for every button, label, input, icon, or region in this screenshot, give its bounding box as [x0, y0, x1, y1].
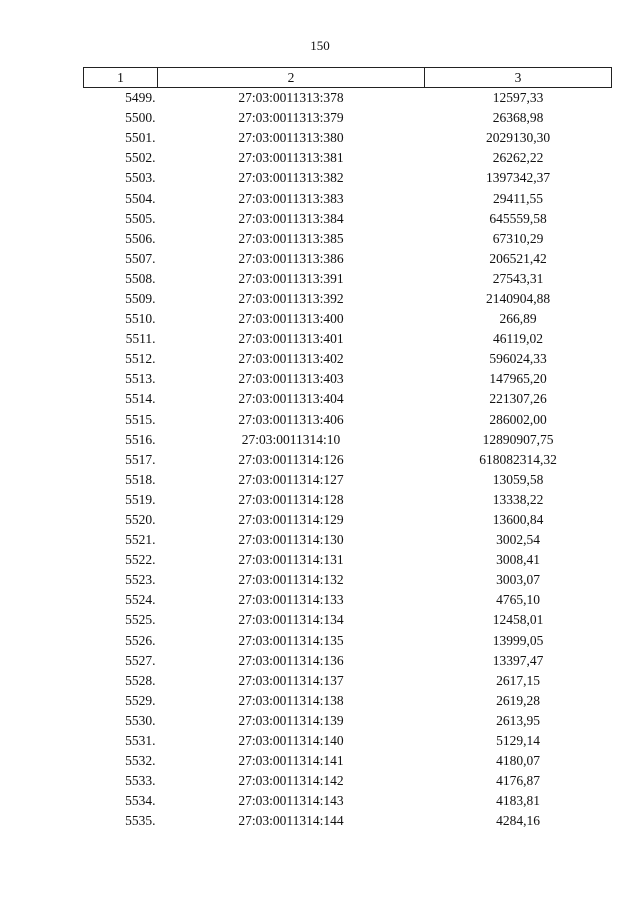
table-row: [84, 671, 612, 691]
value: 596024,33: [489, 351, 547, 367]
row-number: 5510.: [125, 311, 156, 327]
row-number: 5517.: [125, 451, 156, 467]
table-row: [84, 490, 612, 510]
row-number: 5511.: [125, 331, 156, 347]
value: 266,89: [499, 311, 537, 327]
value: 13338,22: [492, 491, 544, 507]
row-number: 5526.: [125, 632, 156, 648]
table-row: [84, 530, 612, 550]
value: 4183,81: [496, 793, 540, 809]
value: 4284,16: [496, 813, 540, 829]
table-row: [84, 389, 612, 409]
row-number: 5534.: [125, 793, 156, 809]
table-body: [84, 88, 612, 832]
row-number: 5533.: [125, 773, 156, 789]
value: 221307,26: [489, 391, 547, 407]
cadastral-number: 27:03:0011314:127: [238, 471, 344, 487]
value: 12890907,75: [482, 431, 554, 447]
value: 206521,42: [489, 250, 547, 266]
value: 2613,95: [496, 712, 540, 728]
cadastral-number: 27:03:0011313:406: [238, 411, 344, 427]
page-number: 150: [310, 38, 330, 53]
cadastral-number: 27:03:0011314:140: [238, 733, 344, 749]
table-row: [84, 349, 612, 369]
value: 4176,87: [496, 773, 540, 789]
row-number: 5512.: [125, 351, 156, 367]
value: 3002,54: [496, 532, 540, 548]
value: 2029130,30: [485, 130, 551, 146]
cadastral-number: 27:03:0011313:400: [238, 311, 344, 327]
value: 67310,29: [492, 230, 544, 246]
table-row: [84, 289, 612, 309]
cadastral-number: 27:03:0011313:402: [238, 351, 344, 367]
row-number: 5516.: [125, 431, 156, 447]
cadastral-number: 27:03:0011313:392: [238, 290, 344, 306]
cadastral-number: 27:03:0011313:403: [238, 371, 344, 387]
cadastral-number: 27:03:0011314:137: [238, 672, 344, 688]
row-number: 5522.: [125, 552, 156, 568]
cadastral-number: 27:03:0011314:141: [238, 753, 344, 769]
cadastral-number: 27:03:0011314:133: [238, 592, 344, 608]
value: 13397,47: [492, 652, 544, 668]
row-number: 5535.: [125, 813, 156, 829]
table-row: [84, 510, 612, 530]
table-row: [84, 470, 612, 490]
table-row: [84, 309, 612, 329]
value: 2617,15: [496, 672, 540, 688]
row-number: 5525.: [125, 612, 156, 628]
cadastral-number: 27:03:0011313:401: [238, 331, 344, 347]
value: 13059,58: [492, 471, 544, 487]
row-number: 5503.: [125, 170, 156, 186]
cadastral-number: 27:03:0011313:383: [238, 190, 344, 206]
table-row: [84, 128, 612, 148]
row-number: 5521.: [125, 532, 156, 548]
row-number: 5513.: [125, 371, 156, 387]
header-row: [84, 68, 612, 88]
cadastral-number: 27:03:0011313:379: [238, 110, 344, 126]
row-number: 5514.: [125, 391, 156, 407]
table-row: [84, 570, 612, 590]
table-row: [84, 108, 612, 128]
row-number: 5509.: [125, 290, 156, 306]
data-table: [83, 67, 612, 831]
table-row: [84, 410, 612, 430]
cadastral-number: 27:03:0011314:132: [238, 572, 344, 588]
value: 1397342,37: [485, 170, 551, 186]
row-number: 5527.: [125, 652, 156, 668]
row-number: 5524.: [125, 592, 156, 608]
row-number: 5506.: [125, 230, 156, 246]
value: 286002,00: [489, 411, 547, 427]
row-number: 5529.: [125, 692, 156, 708]
value: 29411,55: [492, 190, 544, 206]
value: 4180,07: [496, 753, 540, 769]
table-row: [84, 771, 612, 791]
column-header-3: 3: [425, 68, 612, 88]
table-row: [84, 450, 612, 470]
value: 26368,98: [492, 110, 544, 126]
table-row: [84, 610, 612, 630]
cadastral-number: 27:03:0011314:136: [238, 652, 344, 668]
value: 12458,01: [492, 612, 544, 628]
row-number: 5508.: [125, 270, 156, 286]
row-number: 5507.: [125, 250, 156, 266]
cadastral-number: 27:03:0011314:134: [238, 612, 344, 628]
column-header-2: 2: [158, 68, 425, 88]
cadastral-number: 27:03:0011314:10: [241, 431, 341, 447]
value: 13999,05: [492, 632, 544, 648]
row-number: 5531.: [125, 733, 156, 749]
table-row: [84, 631, 612, 651]
table-row: [84, 550, 612, 570]
table-row: [84, 209, 612, 229]
table-row: [84, 430, 612, 450]
table-row: [84, 329, 612, 349]
table-row: [84, 249, 612, 269]
value: 27543,31: [492, 270, 544, 286]
value: 46119,02: [492, 331, 544, 347]
table-row: [84, 791, 612, 811]
cadastral-number: 27:03:0011313:384: [238, 210, 344, 226]
cadastral-number: 27:03:0011314:129: [238, 512, 344, 528]
cadastral-number: 27:03:0011314:143: [238, 793, 344, 809]
value: 3008,41: [496, 552, 540, 568]
value: 147965,20: [489, 371, 547, 387]
row-number: 5532.: [125, 753, 156, 769]
cadastral-number: 27:03:0011314:139: [238, 712, 344, 728]
table-row: [84, 188, 612, 208]
value: 3003,07: [496, 572, 540, 588]
row-number: 5504.: [125, 190, 156, 206]
value: 13600,84: [492, 512, 544, 528]
cadastral-number: 27:03:0011314:142: [238, 773, 344, 789]
cadastral-number: 27:03:0011313:380: [238, 130, 344, 146]
value: 26262,22: [492, 150, 544, 166]
cadastral-number: 27:03:0011314:130: [238, 532, 344, 548]
cadastral-number: 27:03:0011314:144: [238, 813, 344, 829]
table-row: [84, 691, 612, 711]
value: 4765,10: [496, 592, 540, 608]
cadastral-number: 27:03:0011314:128: [238, 491, 344, 507]
value: 5129,14: [496, 733, 540, 749]
cadastral-number: 27:03:0011313:385: [238, 230, 344, 246]
table-row: [84, 88, 612, 109]
row-number: 5501.: [125, 130, 156, 146]
value: 645559,58: [489, 210, 547, 226]
cadastral-number: 27:03:0011314:138: [238, 692, 344, 708]
table-row: [84, 711, 612, 731]
table-row: [84, 590, 612, 610]
row-number: 5528.: [125, 672, 156, 688]
cadastral-number: 27:03:0011313:382: [238, 170, 344, 186]
cadastral-number: 27:03:0011313:404: [238, 391, 344, 407]
cadastral-number: 27:03:0011314:135: [238, 632, 344, 648]
table-row: [84, 751, 612, 771]
cadastral-number: 27:03:0011313:391: [238, 270, 344, 286]
cadastral-number: 27:03:0011313:378: [238, 90, 344, 106]
row-number: 5523.: [125, 572, 156, 588]
cadastral-number: 27:03:0011314:126: [238, 451, 344, 467]
row-number: 5499.: [125, 90, 156, 106]
value: 2140904,88: [485, 290, 551, 306]
row-number: 5500.: [125, 110, 156, 126]
table-row: [84, 148, 612, 168]
row-number: 5515.: [125, 411, 156, 427]
cadastral-number: 27:03:0011314:131: [238, 552, 344, 568]
table-row: [84, 651, 612, 671]
row-number: 5530.: [125, 712, 156, 728]
table-row: [84, 229, 612, 249]
row-number: 5519.: [125, 491, 156, 507]
cadastral-number: 27:03:0011313:381: [238, 150, 344, 166]
row-number: 5520.: [125, 512, 156, 528]
row-number: 5505.: [125, 210, 156, 226]
column-header-1: 1: [84, 68, 158, 88]
row-number: 5502.: [125, 150, 156, 166]
value: 12597,33: [492, 90, 544, 106]
value: 2619,28: [496, 692, 540, 708]
row-number: 5518.: [125, 471, 156, 487]
table-row: [84, 369, 612, 389]
table-row: [84, 168, 612, 188]
table-row: [84, 731, 612, 751]
table-row: [84, 811, 612, 831]
table-header: [84, 68, 612, 88]
cadastral-number: 27:03:0011313:386: [238, 250, 344, 266]
table-row: [84, 269, 612, 289]
value: 618082314,32: [479, 451, 557, 467]
